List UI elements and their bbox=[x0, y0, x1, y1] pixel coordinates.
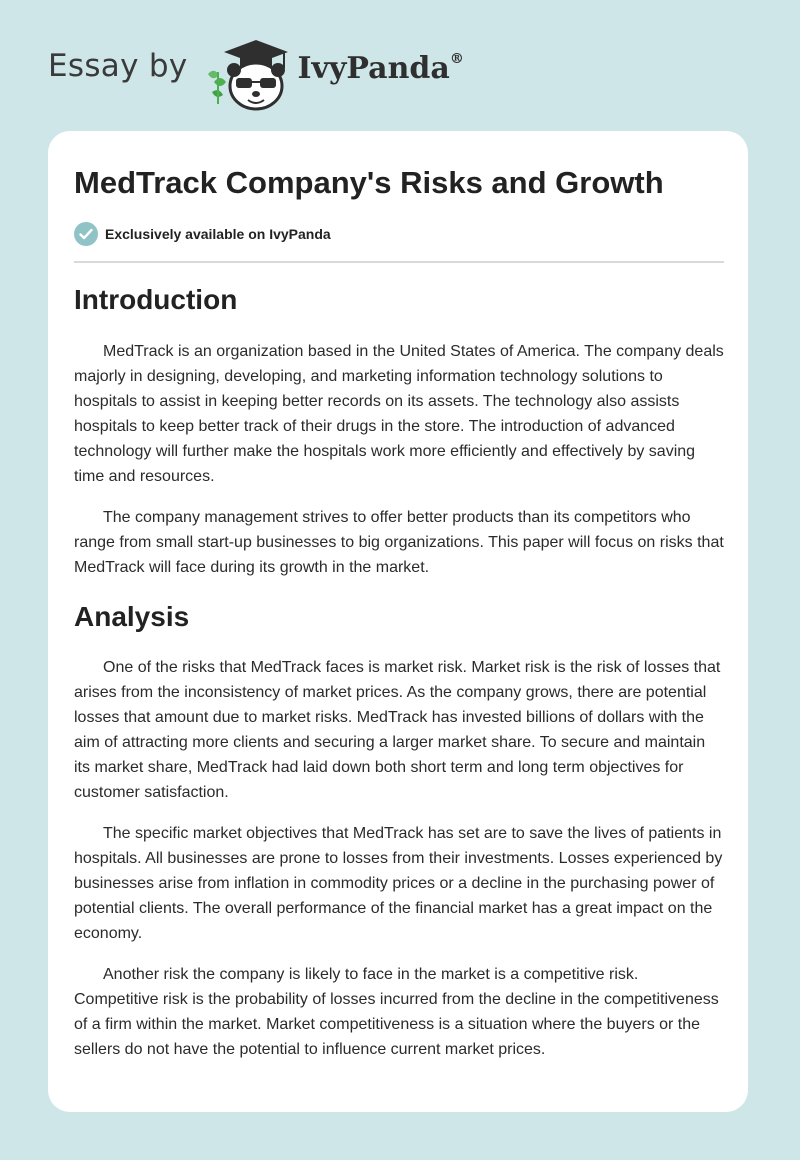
paragraph: The company management strives to offer better products than its competitors who range from small start-up businesses to big organizations. This paper will focus on risks that MedTrack will face during its growth in the market. bbox=[74, 508, 724, 576]
panda-graduate-icon[interactable] bbox=[204, 34, 294, 114]
badge-label: Exclusively available on IvyPanda bbox=[105, 226, 331, 242]
section-heading-introduction: Introduction bbox=[74, 284, 238, 315]
paragraph: MedTrack is an organization based in the United States of America. The company deals majorly in designing, developing, and marketing information technology solutions to hospitals to assist in keeping better records on its assets. The technology also assists hospitals to keep better track of their drugs in the store. The introduction of advanced technology will further make the hospitals work more efficiently and effectively by saving time and resources. bbox=[74, 342, 724, 485]
title-divider bbox=[74, 261, 724, 263]
essay-by-label: Essay by bbox=[48, 48, 188, 84]
page-title: MedTrack Company's Risks and Growth bbox=[74, 165, 664, 200]
section-heading-analysis: Analysis bbox=[74, 600, 190, 632]
registered-mark: ® bbox=[449, 50, 464, 67]
site-header bbox=[48, 34, 464, 114]
brand-name[interactable]: IvyPanda® bbox=[297, 50, 464, 86]
paragraph: The specific market objectives that MedTrack has set are to save the lives of patients in hospitals. All businesses are prone to losses from their investments. Losses experienced by businesses arise from inflation in commodity prices or a decline in the purchasing power of potential clients. The overall performance of the financial market has a great impact on the economy. bbox=[74, 825, 723, 943]
paragraph: One of the risks that MedTrack faces is market risk. Market risk is the risk of losses that arises from the inconsistency of market prices. As the company grows, there are potential losses that amount due to market risks. MedTrack has invested billions of dollars with the aim of attracting more clients and securing a larger market share. To secure and maintain its market share, MedTrack had laid down both short term and long term objectives for customer satisfaction. bbox=[74, 659, 721, 802]
check-icon bbox=[74, 222, 98, 246]
exclusive-badge bbox=[74, 222, 331, 246]
essay-body bbox=[74, 283, 724, 1078]
essay-card bbox=[48, 131, 748, 1112]
paragraph: Another risk the company is likely to face in the market is a competitive risk. Competitive risk is the probability of losses incurred from the decline in the competitiveness of a firm within the market. Market competitiveness is a situation where the buyers or the sellers do not have the potential to influence current market prices. bbox=[74, 966, 719, 1059]
